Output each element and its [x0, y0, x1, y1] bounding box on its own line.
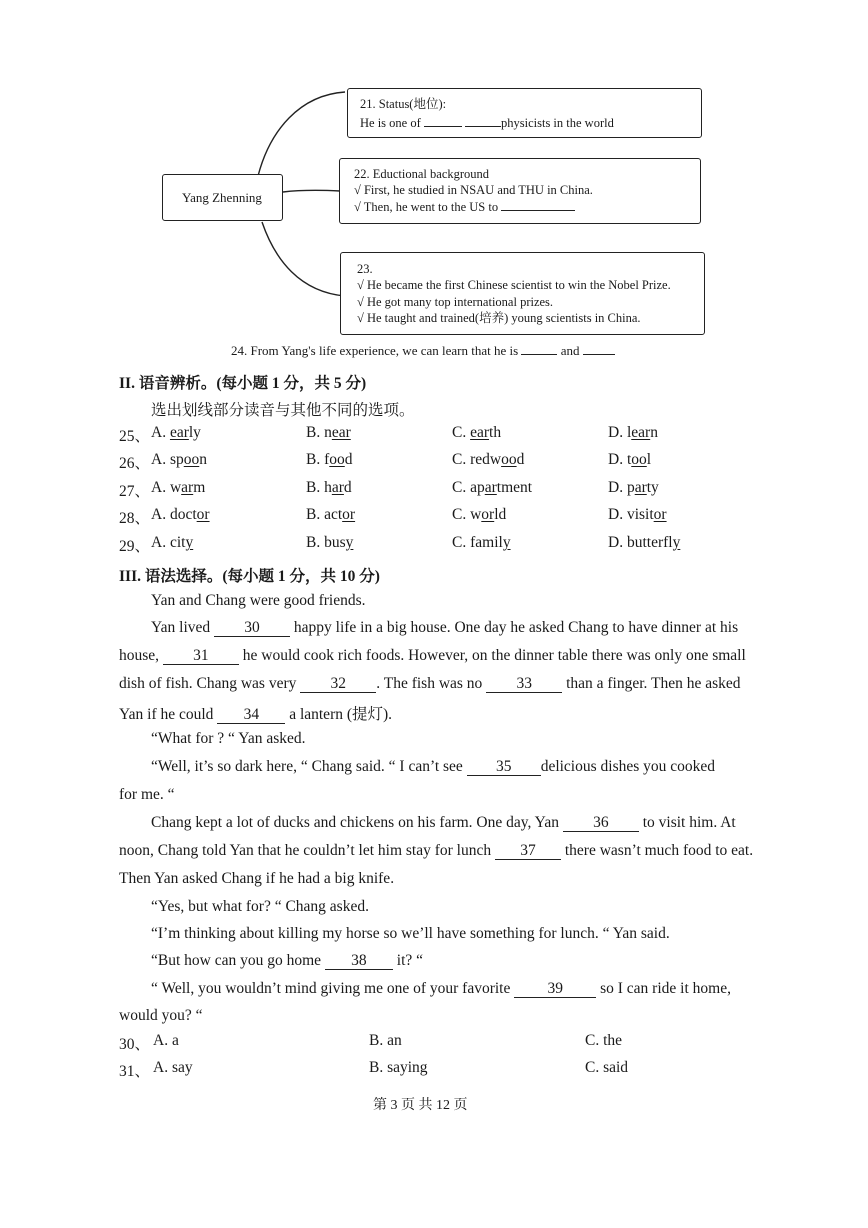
box-23 — [340, 252, 705, 335]
underlined-part: or — [653, 506, 667, 523]
passage-line-13: “I’m thinking about killing my horse so we’ll have something for lunch. “ Yan said. — [151, 925, 670, 942]
choice-b[interactable]: B. saying — [369, 1059, 428, 1076]
word-part: l — [626, 424, 632, 441]
passage-line-10: noon, Chang told Yan that he couldn’t let him stay for lunch 37 there wasn’t much food to eat. — [119, 842, 754, 859]
blank-24a[interactable] — [521, 354, 557, 355]
underlined-part: y — [502, 534, 511, 551]
phonics-option[interactable] — [151, 451, 207, 469]
phonics-option[interactable] — [608, 424, 658, 442]
word-part: ld — [494, 506, 507, 523]
box-23-title: 23. — [357, 262, 373, 276]
underlined-part: or — [481, 506, 495, 523]
box-23-line3: √ He got many top international prizes. — [357, 295, 554, 309]
box-23-line2: √ He became the first Chinese scientist to win the Nobel Prize. — [357, 278, 671, 292]
word-part: w — [169, 479, 182, 496]
blank-34[interactable]: 34 — [217, 706, 285, 724]
blank-24b[interactable] — [583, 354, 615, 355]
passage-line-1: Yan and Chang were good friends. — [151, 592, 366, 609]
word-part: n — [199, 451, 207, 468]
phonics-option[interactable] — [306, 451, 353, 469]
box-21-line: He is one of physicists in the world — [360, 116, 614, 130]
option-letter: A. — [151, 479, 170, 496]
page-footer: 第 3 页 共 12 页 — [373, 1098, 468, 1113]
option-letter: D. — [608, 424, 627, 441]
underlined-part: ear — [331, 424, 351, 441]
passage-line-5: Yan if he could 34 a lantern (提灯). — [119, 706, 393, 723]
underlined-part: ear — [470, 424, 490, 441]
word-part: f — [324, 451, 330, 468]
underlined-part: or — [342, 506, 356, 523]
phonics-option[interactable] — [151, 534, 193, 552]
word-part: w — [470, 506, 482, 523]
underlined-part: oo — [501, 451, 517, 468]
underlined-part: ar — [634, 479, 647, 496]
passage-line-12: “Yes, but what for? “ Chang asked. — [151, 898, 369, 915]
option-letter: B. — [306, 424, 325, 441]
box-22-line2: √ First, he studied in NSAU and THU in China. — [354, 183, 593, 197]
word-part: sp — [169, 451, 184, 468]
blank-39[interactable]: 39 — [514, 980, 596, 998]
blank-32[interactable]: 32 — [300, 675, 376, 693]
underlined-part: y — [672, 534, 681, 551]
passage-line-11: Then Yan asked Chang if he had a big knife. — [119, 870, 395, 887]
phonics-option[interactable] — [306, 479, 352, 497]
box-21 — [347, 88, 702, 138]
blank-37[interactable]: 37 — [495, 842, 561, 860]
phonics-option[interactable] — [608, 506, 667, 524]
word-part: famil — [470, 534, 503, 551]
underlined-part: ar — [331, 479, 344, 496]
phonics-row — [119, 451, 819, 473]
choice-c[interactable]: C. said — [585, 1059, 629, 1076]
underlined-part: or — [196, 506, 210, 523]
question-number: 28、 — [119, 510, 151, 527]
choice-num: 30、 — [119, 1036, 151, 1053]
phonics-option[interactable] — [608, 479, 659, 497]
word-part: n — [650, 424, 658, 441]
word-part: d — [343, 479, 352, 496]
phonics-option[interactable] — [151, 506, 210, 524]
mindmap-center-box — [162, 174, 283, 221]
word-part: tment — [496, 479, 533, 496]
option-letter: D. — [608, 451, 627, 468]
passage-line-8: for me. “ — [119, 786, 175, 803]
choice-a[interactable]: A. a — [153, 1032, 179, 1049]
phonics-option[interactable] — [452, 506, 506, 524]
word-part: m — [193, 479, 206, 496]
underlined-part: y — [185, 534, 194, 551]
option-letter: A. — [151, 424, 170, 441]
option-letter: C. — [452, 479, 471, 496]
word-part: n — [324, 424, 332, 441]
question-24: 24. From Yang's life experience, we can learn that he is and — [231, 342, 615, 359]
word-part: l — [646, 451, 652, 468]
passage-line-14: “But how can you go home 38 it? “ — [151, 952, 424, 969]
box-22-title: 22. Eductional background — [354, 167, 490, 181]
passage-line-6: “What for ? “ Yan asked. — [151, 730, 306, 747]
blank-31[interactable]: 31 — [163, 647, 239, 665]
word-part: d — [516, 451, 525, 468]
phonics-option[interactable] — [151, 479, 205, 497]
phonics-option[interactable] — [306, 534, 353, 552]
option-letter: C. — [452, 506, 471, 523]
option-letter: B. — [306, 534, 325, 551]
blank-38[interactable]: 38 — [325, 952, 393, 970]
box-23-line4: √ He taught and trained(培养) young scientists in China. — [357, 311, 641, 325]
phonics-row — [119, 479, 819, 501]
word-part: d — [344, 451, 353, 468]
question-number: 25、 — [119, 428, 151, 445]
phonics-option[interactable] — [452, 451, 524, 469]
underlined-part: oo — [329, 451, 345, 468]
blank-33[interactable]: 33 — [486, 675, 562, 693]
box-22-line3: √ Then, he went to the US to — [354, 199, 575, 216]
choice-a[interactable]: A. say — [153, 1059, 193, 1076]
blank-35[interactable]: 35 — [467, 758, 541, 776]
question-number: 26、 — [119, 455, 151, 472]
word-part: h — [324, 479, 332, 496]
option-letter: D. — [608, 506, 627, 523]
blank-21b[interactable] — [465, 126, 501, 127]
option-letter: D. — [608, 534, 627, 551]
passage-line-7: “Well, it’s so dark here, “ Chang said. “ I can’t see 35 delicious dishes you cooked — [151, 758, 716, 775]
word-part: ly — [188, 424, 201, 441]
phonics-option[interactable] — [306, 424, 351, 442]
word-part: t — [626, 451, 632, 468]
option-letter: B. — [306, 479, 325, 496]
phonics-option[interactable] — [452, 479, 532, 497]
word-part: ty — [646, 479, 659, 496]
word-part: act — [324, 506, 343, 523]
mindmap-center-label: Yang Zhenning — [182, 190, 262, 205]
passage-line-16: would you? “ — [119, 1007, 203, 1024]
underlined-part: y — [345, 534, 354, 551]
phonics-option[interactable] — [608, 534, 680, 552]
option-letter: B. — [306, 451, 325, 468]
phonics-option[interactable] — [452, 534, 511, 552]
phonics-row — [119, 424, 819, 446]
choice-num: 31、 — [119, 1063, 151, 1080]
choice-row-30 — [119, 1032, 819, 1054]
blank-22[interactable] — [501, 210, 575, 211]
option-letter: C. — [452, 451, 471, 468]
passage-line-9: Chang kept a lot of ducks and chickens on his farm. One day, Yan 36 to visit him. At — [151, 814, 736, 831]
question-number: 29、 — [119, 538, 151, 555]
phonics-row — [119, 534, 819, 556]
phonics-option[interactable] — [608, 451, 651, 469]
phonics-option[interactable] — [306, 506, 355, 524]
passage-line-3: house, 31 he would cook rich foods. However, on the dinner table there was only one small — [119, 647, 746, 664]
phonics-option[interactable] — [151, 424, 201, 442]
section-3-heading: III. 语法选择。(每小题 1 分，共 10 分) — [119, 568, 380, 585]
box-21-title: 21. Status(地位): — [360, 97, 447, 111]
question-number: 27、 — [119, 483, 151, 500]
underlined-part: oo — [183, 451, 200, 468]
word-part: ap — [470, 479, 485, 496]
option-letter: C. — [452, 534, 471, 551]
word-part: p — [626, 479, 635, 496]
word-part: redw — [470, 451, 502, 468]
option-letter: A. — [151, 451, 170, 468]
option-letter: A. — [151, 534, 170, 551]
section-2-heading: II. 语音辨析。(每小题 1 分，共 5 分) — [119, 375, 367, 392]
option-letter: A. — [151, 506, 170, 523]
choice-c[interactable]: C. the — [585, 1032, 623, 1049]
underlined-part: oo — [631, 451, 647, 468]
section-2-instruction: 选出划线部分读音与其他不同的选项。 — [151, 402, 415, 419]
word-part: visit — [626, 506, 654, 523]
blank-36[interactable]: 36 — [563, 814, 639, 832]
phonics-option[interactable] — [452, 424, 501, 442]
option-letter: D. — [608, 479, 627, 496]
underlined-part: ar — [181, 479, 194, 496]
phonics-row — [119, 506, 819, 528]
blank-30[interactable]: 30 — [214, 619, 290, 637]
word-part: butterfl — [626, 534, 673, 551]
choice-row-31 — [119, 1059, 819, 1081]
word-part: cit — [169, 534, 186, 551]
blank-21a[interactable] — [424, 126, 462, 127]
word-part: th — [489, 424, 502, 441]
passage-line-4: dish of fish. Chang was very 32 . The fish was no 33 than a finger. Then he asked — [119, 675, 741, 692]
word-part: bus — [324, 534, 346, 551]
underlined-part: ear — [631, 424, 651, 441]
option-letter: B. — [306, 506, 325, 523]
underlined-part: ar — [484, 479, 497, 496]
passage-line-15: “ Well, you wouldn’t mind giving me one of your favorite 39 so I can ride it home, — [151, 980, 731, 997]
word-part: doct — [169, 506, 197, 523]
box-22 — [339, 158, 701, 224]
passage-line-2: Yan lived 30 happy life in a big house. One day he asked Chang to have dinner at his — [151, 619, 739, 636]
underlined-part: ear — [169, 424, 189, 441]
option-letter: C. — [452, 424, 471, 441]
choice-b[interactable]: B. an — [369, 1032, 402, 1049]
